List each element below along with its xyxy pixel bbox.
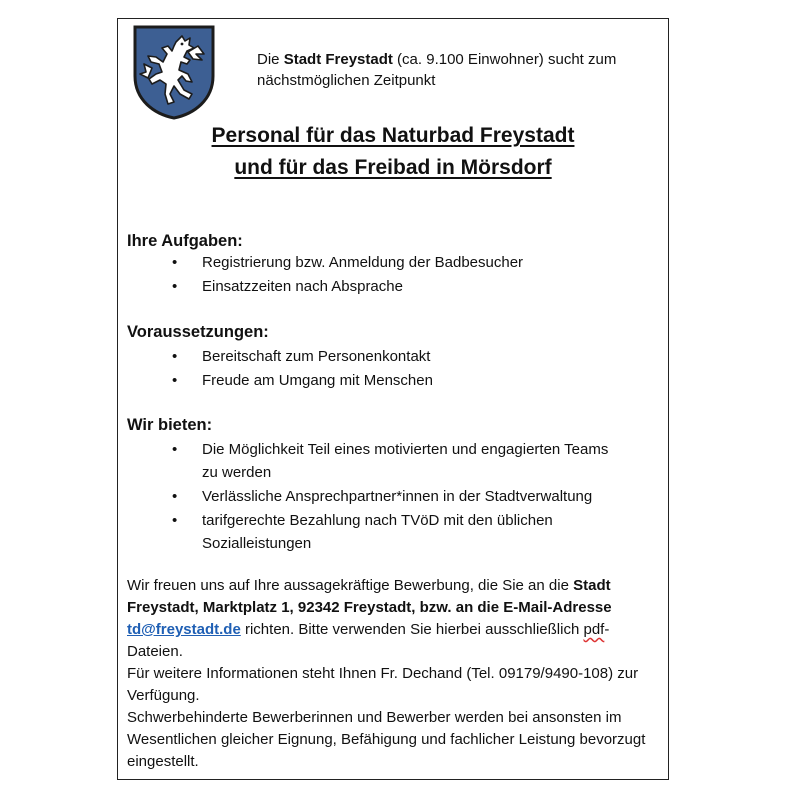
section-heading-bieten: Wir bieten: [127, 416, 213, 434]
list-item: • Registrierung bzw. Anmeldung der Badbesucher [172, 251, 652, 274]
list-item: • tarifgerechte Bezahlung nach TVöD mit den üblichen Sozialleistungen [172, 509, 612, 555]
section-heading-aufgaben: Ihre Aufgaben: [127, 232, 243, 250]
list-item: • Einsatzzeiten nach Absprache [172, 275, 652, 298]
page-title [117, 120, 669, 184]
intro-text: Die Stadt Freystadt (ca. 9.100 Einwohner) sucht zum nächstmöglichen Zeitpunkt [257, 51, 617, 89]
list-aufgaben [172, 251, 652, 299]
title-line-1: Personal für das Naturbad Freystadt [211, 124, 575, 147]
application-paragraph: Wir freuen uns auf Ihre aussagekräftige Bewerbung, die Sie an die Stadt Freystadt, Marktplatz 1, 92342 Freystadt, bzw. an die E-Mail-Adresse td@freystadt.de richten. Bitte verwenden Sie hierbei ausschließlich pdf-Dateien. [127, 577, 612, 660]
list-item: • Verlässliche Ansprechpartner*innen in der Stadtverwaltung [172, 485, 612, 508]
coat-of-arms-icon [132, 24, 216, 120]
disability-note: Schwerbehinderte Bewerberinnen und Bewerber werden bei ansonsten im Wesentlichen gleicher Eignung, Befähigung und fachlicher Leistung bevorzugt eingestellt. [127, 709, 646, 770]
list-item: • Bereitschaft zum Personenkontakt [172, 345, 652, 368]
list-item: • Die Möglichkeit Teil eines motivierten und engagierten Teams zu werden [172, 438, 612, 484]
title-line-2: und für das Freibad in Mörsdorf [234, 156, 552, 179]
application-info [127, 575, 662, 773]
list-bieten [172, 438, 612, 556]
email-link[interactable]: td@freystadt.de [127, 621, 241, 638]
section-heading-voraussetzungen: Voraussetzungen: [127, 323, 269, 341]
postal-address: Stadt Freystadt, Marktplatz 1, 92342 Freystadt, bzw. an die E-Mail-Adresse [127, 577, 612, 616]
city-name: Stadt Freystadt [283, 51, 393, 68]
list-item: • Freude am Umgang mit Menschen [172, 369, 652, 392]
list-voraussetzungen [172, 345, 652, 393]
contact-info: Für weitere Informationen steht Ihnen Fr. Dechand (Tel. 09179/9490-108) zur Verfügung. [127, 665, 639, 704]
